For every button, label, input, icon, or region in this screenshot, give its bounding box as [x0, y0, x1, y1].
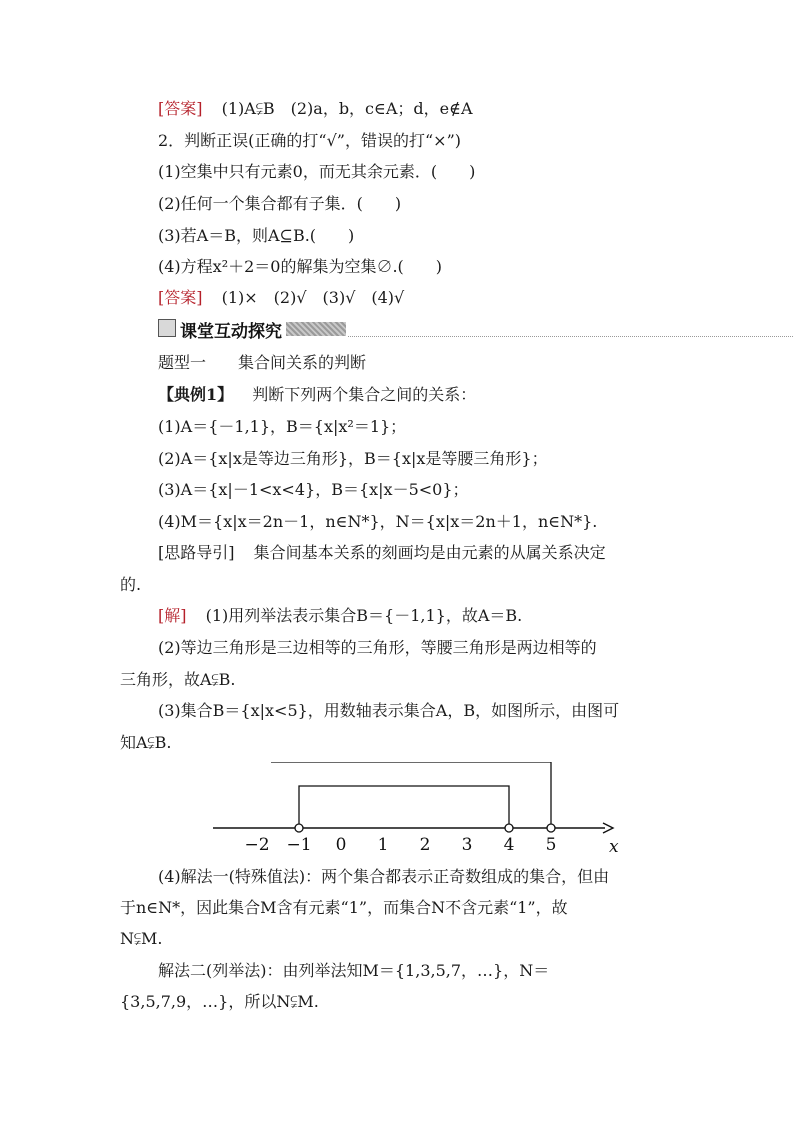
section-header	[158, 316, 718, 342]
question-2-item: (1)空集中只有元素0，而无其余元素．( )	[158, 162, 476, 181]
solution-line: 知A⫋B.	[120, 733, 172, 752]
example-text: 判断下列两个集合之间的关系：	[252, 385, 477, 404]
example-item: (4)M＝{x|x＝2n－1，n∈N*}，N＝{x|x＝2n＋1，n∈N*}.	[158, 512, 598, 531]
solution-line: 解法二(列举法)：由列举法知M＝{1,3,5,7，…}，N＝	[158, 961, 550, 980]
solution-line: {3,5,7,9，…}，所以N⫋M.	[120, 992, 319, 1011]
question-2-item: (4)方程x²＋2＝0的解集为空集∅.( )	[158, 257, 443, 276]
solution-tag: [解]	[158, 606, 187, 625]
tick-label: 0	[335, 835, 347, 855]
open-endpoint	[295, 824, 303, 832]
answer-text: (1)× (2)√ (3)√ (4)√	[221, 288, 405, 307]
question-2-item: (2)任何一个集合都有子集．( )	[158, 194, 402, 213]
answer-line-2	[158, 287, 404, 309]
tick-label: −2	[244, 835, 270, 855]
tick-label: 4	[503, 835, 515, 855]
solution-line: N⫋M.	[120, 929, 163, 948]
answer-tag: [答案]	[158, 288, 203, 307]
solution-line: (3)集合B＝{x|x<5}，用数轴表示集合A，B，如图所示，由图可	[158, 701, 620, 720]
question-2-item: (3)若A＝B，则A⊆B.( )	[158, 226, 355, 245]
solution-line: (4)解法一(特殊值法)：两个集合都表示正奇数组成的集合，但由	[158, 867, 610, 886]
solution-line	[158, 605, 522, 627]
open-endpoint	[547, 824, 555, 832]
number-line-figure	[205, 762, 625, 862]
question-2-title: 2．判断正误(正确的打“√”，错误的打“×”)	[158, 131, 461, 150]
example-item: (2)A＝{x|x是等边三角形}，B＝{x|x是等腰三角形}；	[158, 449, 548, 468]
tick-label: 3	[461, 835, 473, 855]
example-heading	[158, 384, 476, 406]
interval-bracket-A	[299, 786, 509, 828]
solution-line: 三角形，故A⫋B.	[120, 670, 236, 689]
type-title: 题型一 集合间关系的判断	[158, 353, 367, 372]
example-tag: 【典例1】	[158, 385, 234, 404]
solution-line: (2)等边三角形是三边相等的三角形，等腰三角形是两边相等的	[158, 638, 597, 657]
guide-line-2: 的.	[120, 575, 142, 594]
answer-tag: [答案]	[158, 99, 203, 118]
tick-label: −1	[286, 835, 312, 855]
tick-label: 2	[419, 835, 431, 855]
open-endpoint	[505, 824, 513, 832]
guide-line	[158, 542, 606, 564]
answer-line-1	[158, 98, 473, 120]
tick-label: 5	[545, 835, 557, 855]
example-item: (3)A＝{x|－1<x<4}，B＝{x|x－5<0}；	[158, 480, 469, 499]
section-title: 课堂互动探究	[180, 322, 282, 342]
solution-text: (1)用列举法表示集合B＝{－1,1}，故A＝B.	[205, 606, 523, 625]
guide-text: 集合间基本关系的刻画均是由元素的从属关系决定	[253, 543, 606, 562]
section-marker-icon	[158, 319, 176, 337]
solution-line: 于n∈N*，因此集合M含有元素“1”，而集合N不含元素“1”，故	[120, 898, 568, 917]
example-item: (1)A＝{－1,1}，B＝{x|x²＝1}；	[158, 417, 407, 436]
section-divider	[348, 336, 794, 337]
answer-text: (1)A⫋B (2)a，b，c∈A；d，e∉A	[221, 99, 473, 118]
tick-label: 1	[377, 835, 389, 855]
section-decor	[286, 322, 346, 336]
guide-tag: [思路导引]	[158, 543, 235, 562]
axis-label: x	[609, 837, 619, 857]
